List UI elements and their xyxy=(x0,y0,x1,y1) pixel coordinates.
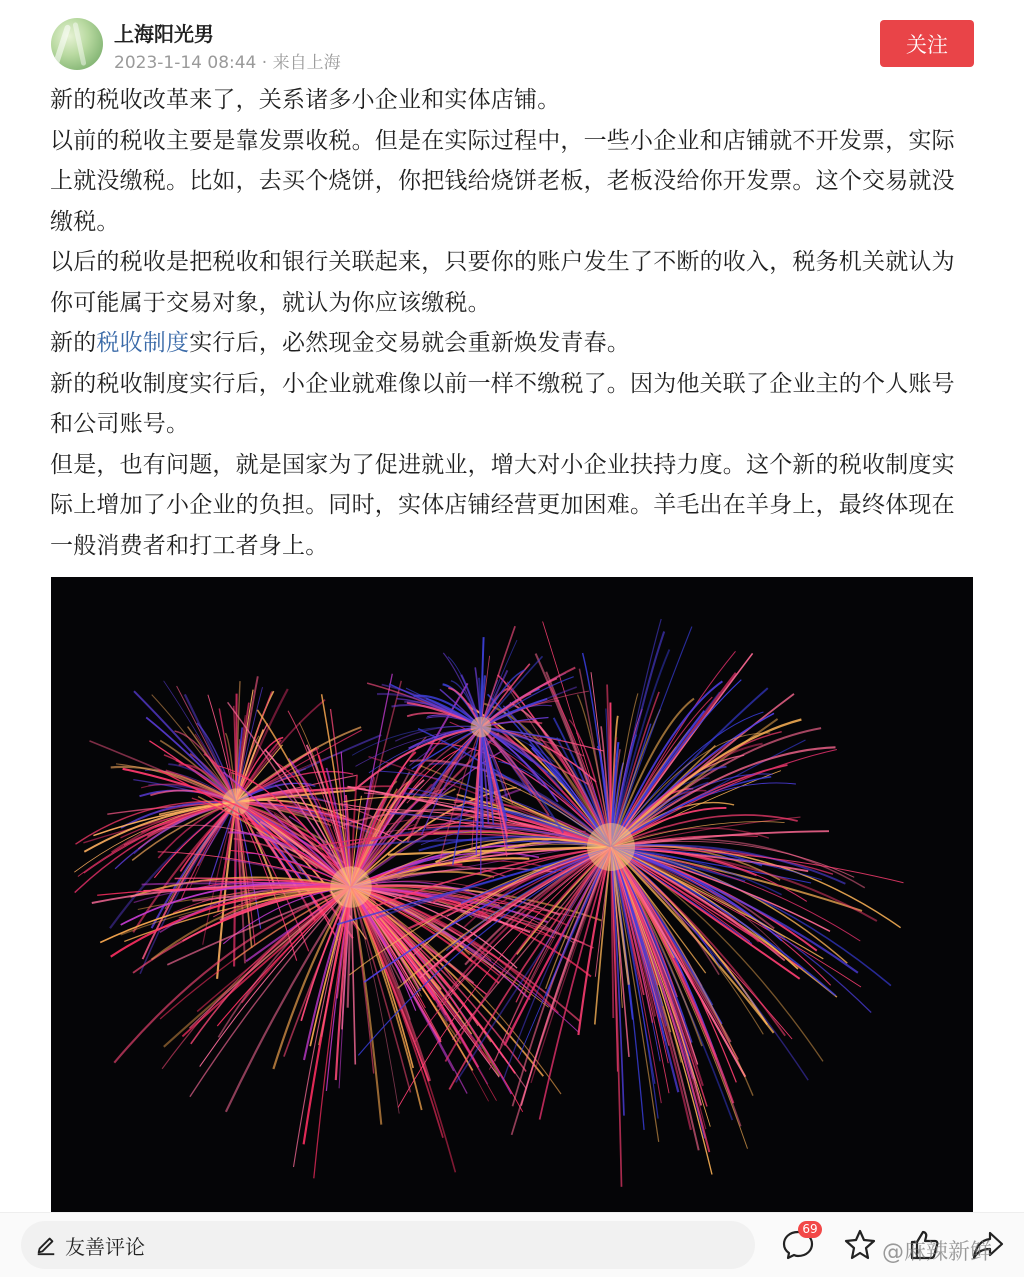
paragraph-1: 新的税收改革来了，关系诸多小企业和实体店铺。 xyxy=(50,87,561,113)
fireworks-image xyxy=(51,577,973,1212)
comment-input[interactable] xyxy=(21,1221,755,1269)
paragraph-5: 新的税收制度实行后，小企业就难像以前一样不缴税了。因为他关联了企业主的个人账号和公司账号。 xyxy=(50,370,955,437)
follow-button[interactable]: 关注 xyxy=(880,20,974,67)
paragraph-4 xyxy=(50,323,970,364)
paragraph-4-before: 新的 xyxy=(50,330,97,356)
paragraph-6: 但是，也有问题，就是国家为了促进就业，增大对小企业扶持力度。这个新的税收制度实际上增加了小企业的负担。同时，实体店铺经营更加困难。羊毛出在羊身上，最终体现在一般消费者和打工者身上。 xyxy=(50,451,955,559)
comment-placeholder: 友善评论 xyxy=(65,1234,145,1259)
forward-icon[interactable] xyxy=(842,1227,878,1263)
post-timestamp: 2023-1-14 08:44 xyxy=(114,53,257,73)
paragraph-4-after: 实行后，必然现金交易就会重新焕发青春。 xyxy=(189,330,631,356)
tax-system-link[interactable]: 税收制度 xyxy=(96,330,190,356)
paragraph-3: 以后的税收是把税收和银行关联起来，只要你的账户发生了不断的收入，税务机关就认为你可能属于交易对象，就认为你应该缴税。 xyxy=(50,249,955,316)
fireworks-photo[interactable] xyxy=(51,577,973,1212)
post-meta xyxy=(114,48,341,73)
post-header xyxy=(0,0,1024,80)
avatar[interactable] xyxy=(51,18,103,70)
bottom-action-bar xyxy=(0,1212,1024,1277)
pen-icon xyxy=(35,1234,57,1256)
paragraph-2: 以前的税收主要是靠发票收税。但是在实际过程中，一些小企业和店铺就不开发票，实际上就没缴税。比如，去买个烧饼，你把钱给烧饼老板，老板没给你开发票。这个交易就没缴税。 xyxy=(50,127,955,235)
post-location: 来自上海 xyxy=(272,53,341,73)
meta-separator: · xyxy=(256,53,273,73)
comment-count-badge: 69 xyxy=(798,1221,822,1238)
watermark: @麻辣新鲜 xyxy=(882,1240,993,1265)
author-name[interactable]: 上海阳光男 xyxy=(114,22,214,46)
post-body xyxy=(50,80,970,566)
